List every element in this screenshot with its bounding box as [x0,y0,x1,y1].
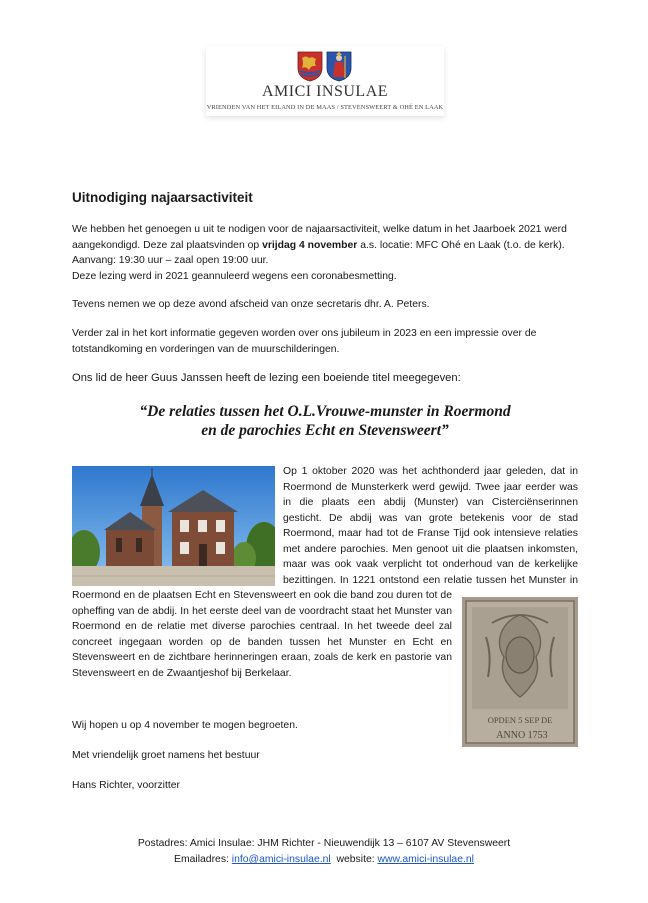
lecture-title-line-1: “De relaties tussen het O.L.Vrouwe-munster in Roermond [139,403,511,420]
lecture-description [72,464,578,747]
email-label: Emailadres: [174,854,232,865]
lecture-title-line-2: en de parochies Echt en Stevensweert” [201,422,449,439]
website-link[interactable]: www.amici-insulae.nl [377,854,474,865]
logo-title: AMICI INSULAE [261,83,389,100]
logo-subtitle: VRIENDEN VAN HET EILAND IN DE MAAS / STEVENSWEERT & OHÉ EN LAAK [206,104,444,111]
event-date: vrijdag 4 november [262,239,358,251]
closing-greeting: Wij hopen u op 4 november te mogen begroeten. [72,720,298,731]
postal-address: Postadres: Amici Insulae: JHM Richter - Nieuwendijk 13 – 6107 AV Stevensweert [137,838,511,849]
email-link[interactable]: info@amici-insulae.nl [231,854,331,865]
speaker-paragraph: Ons lid de heer Guus Janssen heeft de lezing een boeiende titel meegegeven: [72,372,461,384]
intro-text: We hebben het genoegen u uit te nodigen voor de najaarsactiviteit, welke datum in het Jaarboek 2021 werd aangekondigd. Deze zal plaatsvinden op [72,224,567,251]
closing-regards: Met vriendelijk groet namens het bestuur [72,750,260,761]
coat-of-arms [296,50,354,82]
cancellation-note: Deze lezing werd in 2021 geannuleerd wegens een coronabesmetting. [72,270,397,282]
church-photo [72,466,275,586]
signature: Hans Richter, voorzitter [72,780,180,791]
stone-inscription-1: OPDEN 5 SEP DE [487,715,553,725]
contact-line [0,852,648,868]
lecture-description-text: Op 1 oktober 2020 was het achthonderd jaar geleden, dat in Roermond de Munsterkerk werd gewijd. Twee jaar eerder was in die plaats een abdij (Munster) van Cisterciënserinnen gesticht. De abdij was van grote betekenis voor de stad Roermond, maar had tot de Franse Tijd ook intensieve relaties met andere parochies. Men genoot uit die plaatsen inkomsten, maar was ook vaak verplicht tot onderhoud van de kerkelijke bezittingen. In 1221 ontstond een relatie tussen het Munster in Roermond en de plaatsen Echt en Stevensweert en ook die band zou duren tot de opheffing van de abdij. In het eerste deel van de voordracht staat het Munster van Roermond en de relatie met diverse parochies centraal. In het tweede deel zal concreet ingegaan worden op de banden tussen het Munster en Echt en Stevensweert en de zichtbare herinneringen eraan, zoals de kerk en pastorie van Stevensweert en de Zwaantjeshof bij Berkelaar. [72,466,578,679]
stone-inscription-2: ANNO 1753 [496,730,548,741]
lecture-title [72,402,578,440]
intro-paragraph [72,222,578,284]
farewell-paragraph: Tevens nemen we op deze avond afscheid van onze secretaris dhr. A. Peters. [72,299,430,310]
letterhead [206,46,444,116]
website-label: website: [336,854,378,865]
jubilee-paragraph: Verder zal in het kort informatie gegeven worden over ons jubileum in 2023 en een impressie over de totstandkoming en vorderingen van de muurschilderingen. [72,328,537,355]
page-title: Uitnodiging najaarsactiviteit [72,190,253,205]
intro-location: a.s. locatie: MFC Ohé en Laak (t.o. de kerk). Aanvang: 19:30 uur – zaal open 19:00 uur. [72,239,565,266]
bishop-shield-icon [327,52,351,82]
footer [0,836,648,868]
lion-shield-icon [298,52,322,81]
